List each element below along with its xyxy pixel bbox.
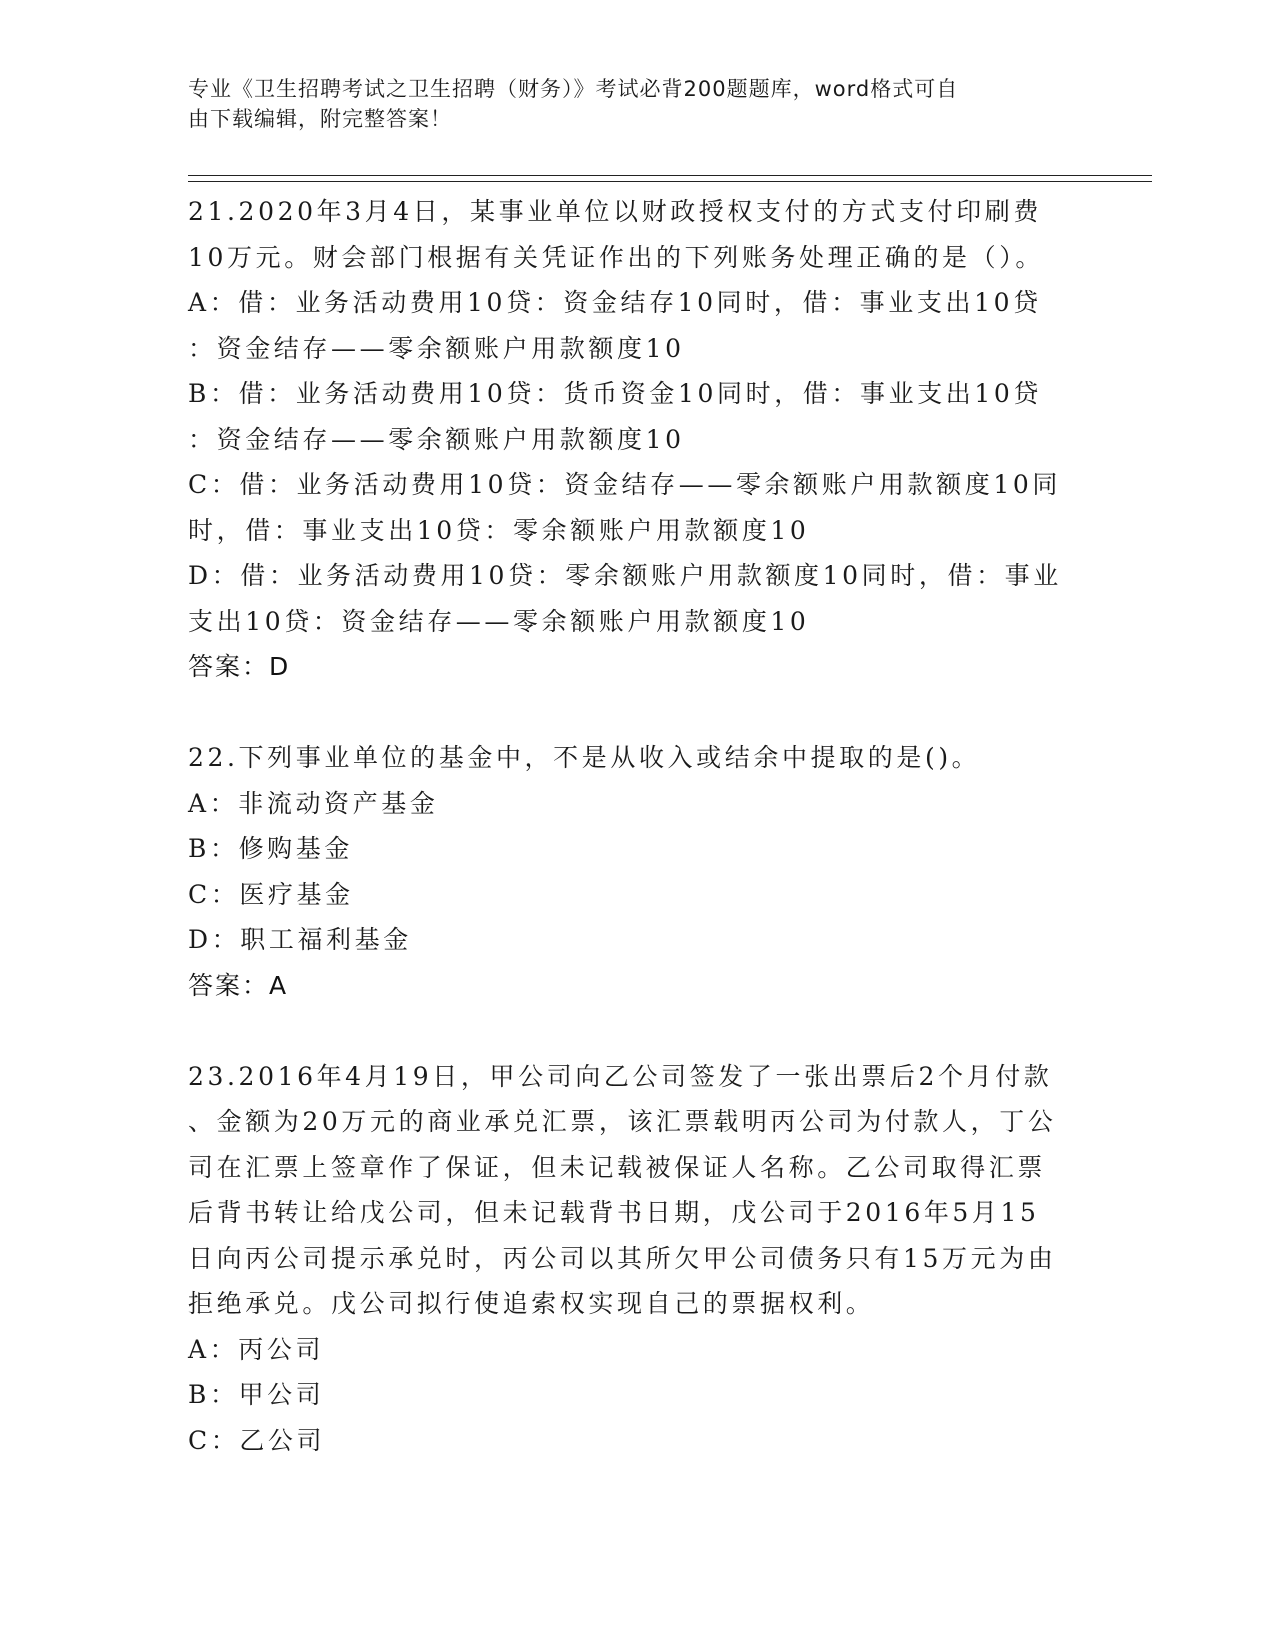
option-b-line: ：资金结存——零余额账户用款额度10	[188, 424, 685, 454]
option-c-line: C：借：业务活动费用10贷：资金结存——零余额账户用款额度10同	[188, 470, 1061, 499]
answer-21: 答案：D	[188, 652, 291, 681]
question-text-line: 、金额为20万元的商业承兑汇票，该汇票载明丙公司为付款人，丁公	[188, 1107, 1057, 1136]
option-c-line: C：医疗基金	[188, 879, 354, 909]
spacer	[188, 1008, 1088, 1054]
header-divider-bottom	[188, 181, 1152, 182]
question-text-line: 21.2020年3月4日，某事业单位以财政授权支付的方式支付印刷费	[188, 197, 1042, 226]
option-d-line: 支出10贷：资金结存——零余额账户用款额度10	[188, 606, 810, 636]
option-c-line: C：乙公司	[188, 1425, 326, 1455]
option-a-line: A：非流动资产基金	[188, 788, 439, 818]
option-a-line: ：资金结存——零余额账户用款额度10	[188, 333, 685, 363]
option-b-line: B：甲公司	[188, 1380, 325, 1409]
option-a-line: A：丙公司	[188, 1334, 325, 1364]
question-text-line: 10万元。财会部门根据有关凭证作出的下列账务处理正确的是（）。	[188, 242, 1044, 272]
option-d-line: D：职工福利基金	[188, 925, 412, 954]
header-divider-top	[188, 175, 1152, 176]
option-b-line: B：修购基金	[188, 834, 353, 863]
question-22	[188, 735, 1088, 1008]
question-list	[188, 189, 1088, 1463]
question-text-line: 日向丙公司提示承兑时，丙公司以其所欠甲公司债务只有15万元为由	[188, 1243, 1057, 1273]
option-b-line: B：借：业务活动费用10贷：货币资金10同时，借：事业支出10贷	[188, 379, 1043, 408]
question-text-line: 拒绝承兑。戊公司拟行使追索权实现自己的票据权利。	[188, 1289, 875, 1318]
question-text-line: 22.下列事业单位的基金中，不是从收入或结余中提取的是()。	[188, 743, 981, 772]
answer-22: 答案：A	[188, 970, 289, 1000]
option-c-line: 时，借：事业支出10贷：零余额账户用款额度10	[188, 515, 810, 545]
question-text-line: 后背书转让给戊公司，但未记载背书日期，戊公司于2016年5月15	[188, 1198, 1040, 1227]
option-d-line: D：借：业务活动费用10贷：零余额账户用款额度10同时，借：事业	[188, 561, 1062, 590]
header-line-2: 由下载编辑，附完整答案！	[188, 107, 452, 131]
question-23	[188, 1054, 1088, 1464]
header-line-1: 专业《卫生招聘考试之卫生招聘（财务）》考试必背200题题库，word格式可自	[188, 77, 959, 101]
question-text-line: 司在汇票上签章作了保证，但未记载被保证人名称。乙公司取得汇票	[188, 1152, 1047, 1182]
spacer	[188, 690, 1088, 736]
option-a-line: A：借：业务活动费用10贷：资金结存10同时，借：事业支出10贷	[188, 288, 1042, 317]
question-21	[188, 189, 1088, 690]
document-header	[188, 74, 1068, 134]
question-text-line: 23.2016年4月19日，甲公司向乙公司签发了一张出票后2个月付款	[188, 1061, 1053, 1091]
